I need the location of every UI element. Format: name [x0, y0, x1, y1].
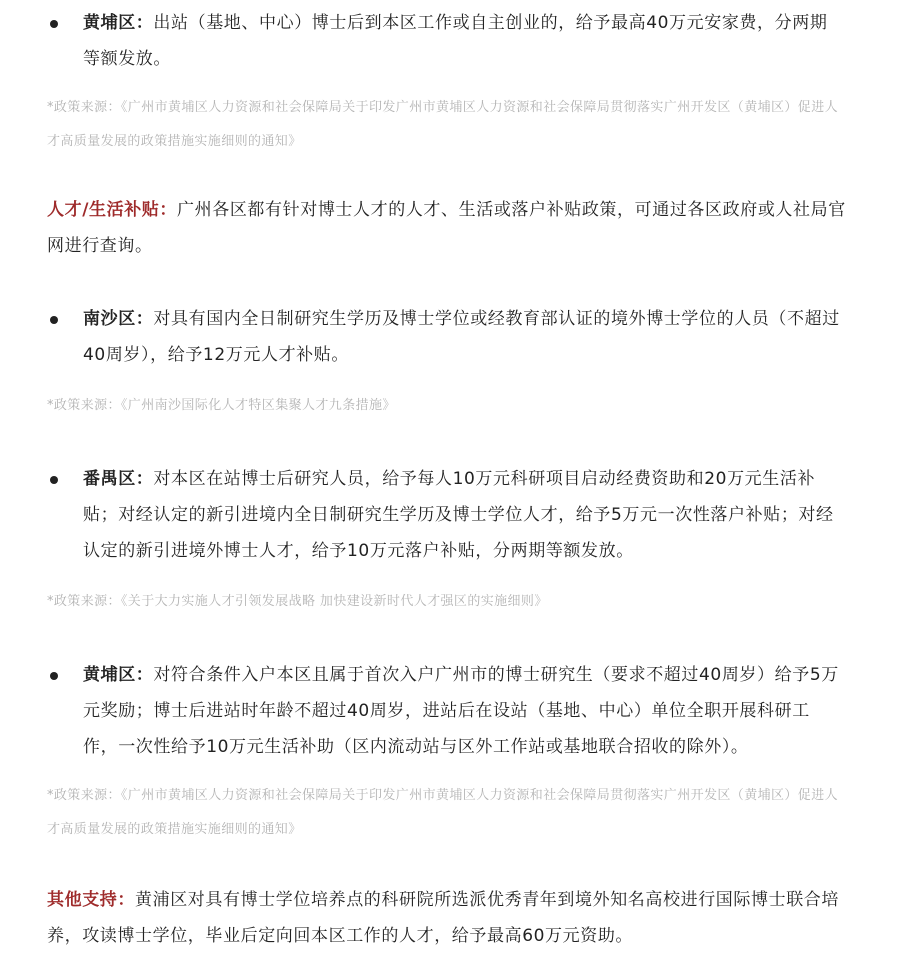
district-label: 黄埔区： [83, 13, 154, 33]
policy-item-body [83, 301, 845, 373]
policy-text: 出站（基地、中心）博士后到本区工作或自主创业的，给予最高40万元安家费，分两期等额发放。 [83, 13, 828, 69]
bullet-dot-icon [50, 672, 58, 680]
policy-item-panyu [50, 461, 845, 569]
policy-item-huangpu-1 [50, 5, 845, 77]
bullet-dot-icon [50, 20, 58, 28]
policy-source: *政策来源：《广州南沙国际化人才特区集聚人才九条措施》 [47, 398, 396, 413]
policy-item-body [83, 461, 845, 569]
policy-source: *政策来源：《广州市黄埔区人力资源和社会保障局关于印发广州市黄埔区人力资源和社会保障局贯彻落实广州开发区（黄埔区）促进人才高质量发展的政策措施实施细则的通知》 [47, 788, 839, 837]
district-label: 南沙区： [83, 309, 154, 329]
district-label: 黄埔区： [83, 665, 154, 685]
section-text: 广州各区都有针对博士人才的人才、生活或落户补贴政策，可通过各区政府或人社局官网进行查询。 [47, 200, 846, 256]
section-other-support [47, 882, 847, 954]
policy-item-nansha [50, 301, 845, 373]
bullet-dot-icon [50, 316, 58, 324]
section-label: 其他支持： [47, 890, 135, 910]
policy-item-huangpu-2 [50, 657, 845, 765]
policy-item-body [83, 657, 845, 765]
policy-text: 对符合条件入户本区且属于首次入户广州市的博士研究生（要求不超过40周岁）给予5万元奖励；博士后进站时年龄不超过40周岁，进站后在设站（基地、中心）单位全职开展科研工作，一次性给予10万元生活补助（区内流动站与区外工作站或基地联合招收的除外）。 [83, 665, 839, 757]
policy-text: 对具有国内全日制研究生学历及博士学位或经教育部认证的境外博士学位的人员（不超过40周岁），给予12万元人才补贴。 [83, 309, 840, 365]
policy-text: 对本区在站博士后研究人员，给予每人10万元科研项目启动经费资助和20万元生活补贴；对经认定的新引进境内全日制研究生学历及博士学位人才，给予5万元一次性落户补贴；对经认定的新引进境外博士人才，给予10万元落户补贴，分两期等额发放。 [83, 469, 834, 561]
policy-source: *政策来源：《广州市黄埔区人力资源和社会保障局关于印发广州市黄埔区人力资源和社会保障局贯彻落实广州开发区（黄埔区）促进人才高质量发展的政策措施实施细则的通知》 [47, 100, 839, 149]
district-label: 番禺区： [83, 469, 154, 489]
section-text: 黄浦区对具有博士学位培养点的科研院所选派优秀青年到境外知名高校进行国际博士联合培养，攻读博士学位，毕业后定向回本区工作的人才，给予最高60万元资助。 [47, 890, 839, 946]
policy-item-body [83, 5, 845, 77]
section-talent-subsidy [47, 192, 847, 264]
bullet-dot-icon [50, 476, 58, 484]
section-label: 人才/生活补贴： [47, 200, 178, 220]
policy-source: *政策来源：《关于大力实施人才引领发展战略 加快建设新时代人才强区的实施细则》 [47, 594, 548, 609]
